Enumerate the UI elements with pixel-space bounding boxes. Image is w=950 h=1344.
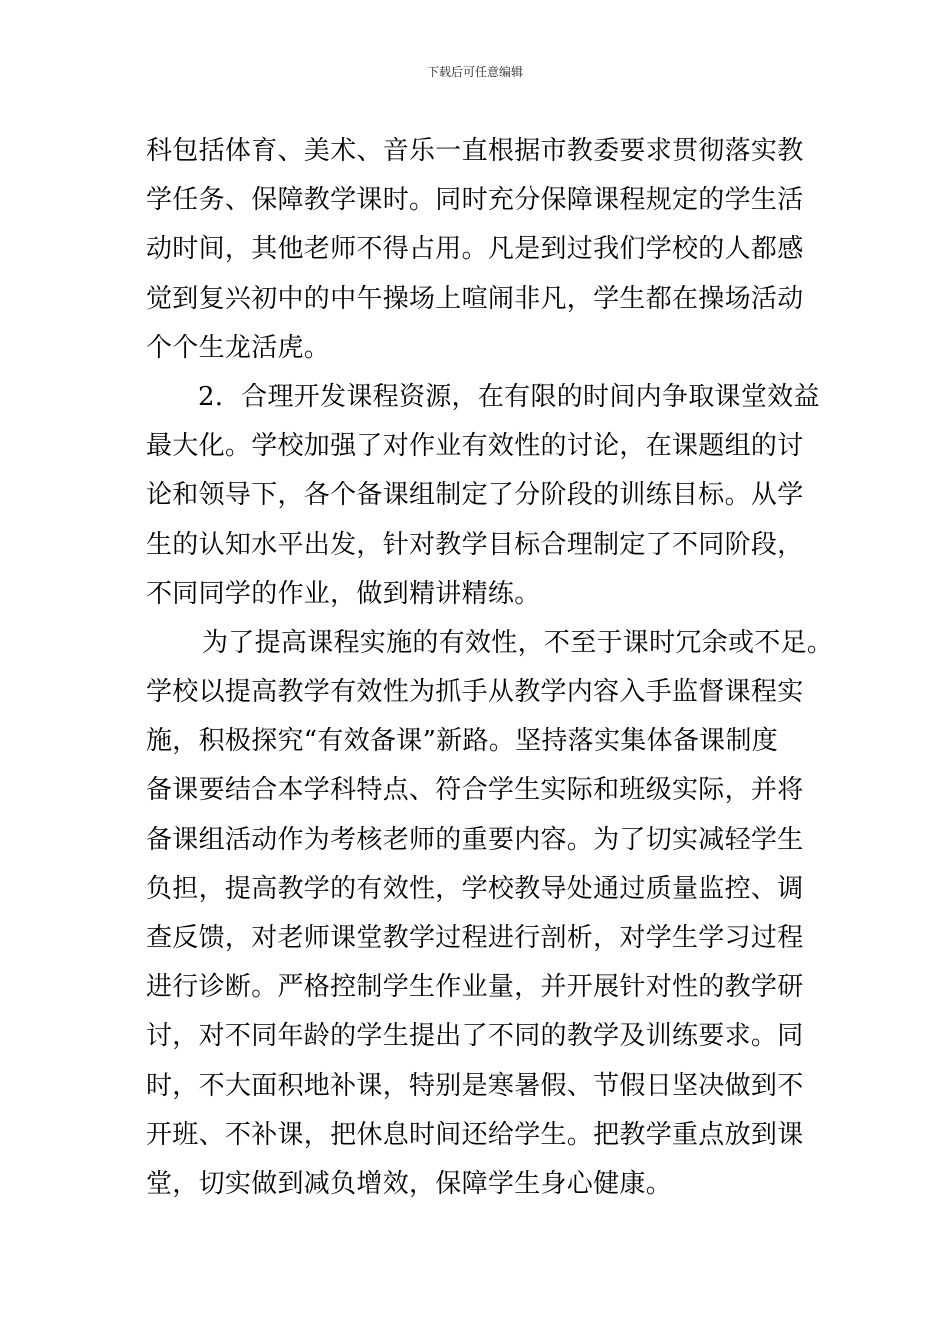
text-line: 个个生龙活虎。 — [146, 332, 331, 363]
text-line: 备课组活动作为考核老师的重要内容。为了切实减轻学生 — [146, 824, 804, 855]
text-line: 论和领导下，各个备课组制定了分阶段的训练目标。从学 — [146, 480, 804, 511]
text-line: 科包括体育、美术、音乐一直根据市教委要求贯彻落实教 — [146, 136, 804, 166]
text-line: 查反馈，对老师课堂教学过程进行剖析，对学生学习过程 — [146, 923, 804, 953]
text-line: 施，积极探究“有效备课”新路。坚持落实集体备课制度 — [146, 726, 779, 757]
text-line: 动时间，其他老师不得占用。凡是到过我们学校的人都感 — [146, 234, 804, 265]
text-line: 讨，对不同年龄的学生提出了不同的教学及训练要求。同 — [146, 1021, 804, 1052]
page-header-note: 下载后可任意编辑 — [426, 65, 523, 79]
text-line: 最大化。学校加强了对作业有效性的讨论，在课题组的讨 — [146, 431, 804, 462]
paragraph-start-line: 2．合理开发课程资源，在有限的时间内争取课堂效益 — [198, 381, 820, 412]
text-line: 时，不大面积地补课，特别是寒暑假、节假日坚决做到不 — [146, 1070, 804, 1101]
text-line: 不同同学的作业，做到精讲精练。 — [146, 578, 541, 609]
text-line: 学任务、保障教学课时。同时充分保障课程规定的学生活 — [146, 185, 804, 216]
text-line: 觉到复兴初中的中午操场上喧闹非凡，学生都在操场活动 — [146, 283, 804, 314]
text-line: 学校以提高教学有效性为抓手从教学内容入手监督课程实 — [146, 677, 804, 708]
text-line: 生的认知水平出发，针对教学目标合理制定了不同阶段， — [146, 529, 804, 560]
text-line: 堂，切实做到减负增效，保障学生身心健康。 — [146, 1168, 673, 1199]
text-line: 备课要结合本学科特点、符合学生实际和班级实际，并将 — [146, 775, 804, 806]
paragraph-start-line: 为了提高课程实施的有效性，不至于课时冗余或不足。 — [202, 627, 834, 658]
text-line: 进行诊断。严格控制学生作业量，并开展针对性的教学研 — [146, 972, 804, 1003]
text-line: 负担，提高教学的有效性，学校教导处通过质量监控、调 — [146, 873, 804, 904]
document-body — [146, 127, 834, 1209]
text-line: 开班、不补课，把休息时间还给学生。把教学重点放到课 — [146, 1119, 804, 1150]
